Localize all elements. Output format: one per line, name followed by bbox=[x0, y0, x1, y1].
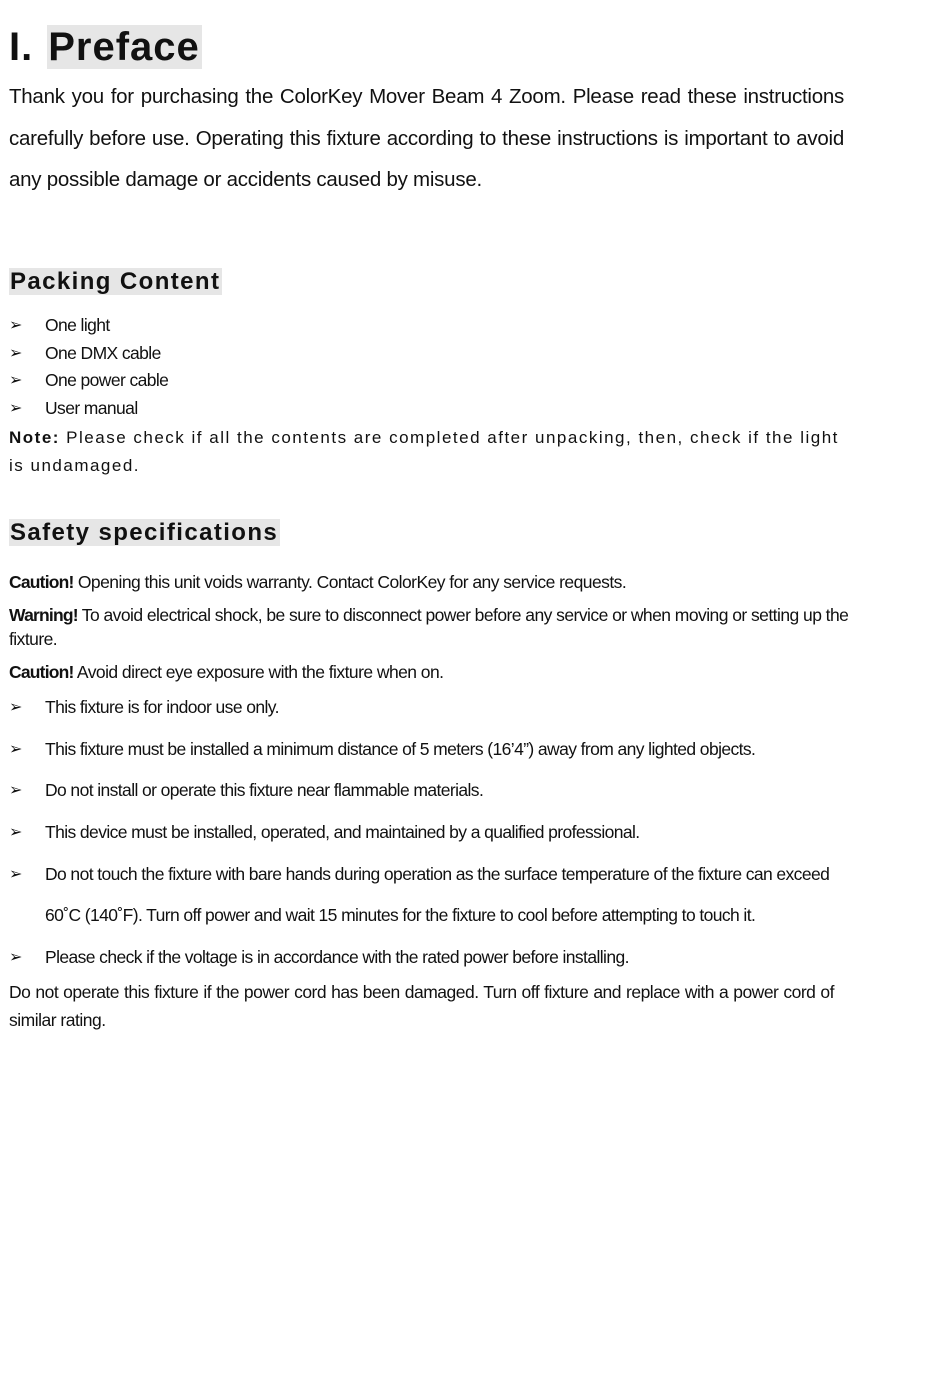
arrow-bullet-icon: ➢ bbox=[9, 342, 22, 362]
list-item bbox=[9, 820, 829, 844]
caution-label: Caution! bbox=[9, 572, 74, 592]
list-item-label: One power cable bbox=[45, 370, 169, 391]
warning-electrical-shock bbox=[9, 603, 849, 651]
list-item-text: Do not install or operate this fixture near flammable materials. bbox=[45, 780, 484, 801]
intro-line-1: Thank you for purchasing the ColorKey Mover Beam 4 Zoom. Please read these instructions bbox=[9, 85, 844, 108]
preface-intro bbox=[9, 76, 844, 201]
list-item-label: One DMX cable bbox=[45, 342, 161, 363]
list-item bbox=[9, 862, 829, 928]
list-item bbox=[9, 945, 829, 969]
safety-list bbox=[9, 695, 829, 969]
list-item bbox=[9, 314, 168, 342]
list-item-text: Please check if the voltage is in accordance with the rated power before installing. bbox=[45, 946, 629, 967]
section-number: I. bbox=[9, 25, 34, 69]
caution-label: Caution! bbox=[9, 662, 74, 682]
caution-warranty bbox=[9, 570, 849, 594]
arrow-bullet-icon: ➢ bbox=[9, 315, 22, 334]
list-item-text: This fixture must be installed a minimum distance of 5 meters (16’4”) away from any lighted objects. bbox=[45, 738, 756, 759]
list-item bbox=[9, 737, 829, 761]
note-text: Please check if all the contents are completed after unpacking, then, check if the light is undamaged. bbox=[9, 428, 839, 475]
arrow-bullet-icon: ➢ bbox=[9, 780, 22, 800]
packing-content-title: Packing Content bbox=[10, 268, 221, 295]
arrow-bullet-icon: ➢ bbox=[9, 697, 22, 716]
list-item bbox=[9, 778, 829, 802]
packing-note bbox=[9, 424, 844, 480]
arrow-bullet-icon: ➢ bbox=[9, 946, 22, 966]
preface-heading bbox=[9, 24, 202, 70]
warning-label: Warning! bbox=[9, 605, 78, 625]
arrow-bullet-icon: ➢ bbox=[9, 398, 22, 418]
caution-text: Opening this unit voids warranty. Contact ColorKey for any service requests. bbox=[73, 572, 627, 592]
list-item-text: This fixture is for indoor use only. bbox=[45, 697, 279, 717]
list-item-text: This device must be installed, operated, and maintained by a qualified professional. bbox=[45, 822, 640, 843]
section-title: Preface bbox=[48, 25, 200, 69]
caution-eye-exposure bbox=[9, 660, 849, 684]
list-item bbox=[9, 342, 168, 370]
packing-content-heading bbox=[9, 267, 222, 297]
list-item bbox=[9, 369, 168, 397]
list-item bbox=[9, 695, 829, 719]
list-item-label: One light bbox=[45, 315, 110, 335]
note-label: Note: bbox=[9, 428, 60, 447]
intro-line-2: carefully before use. Operating this fixture according to these instructions is important to avoid bbox=[9, 126, 844, 150]
intro-line-3: any possible damage or accidents caused by misuse. bbox=[9, 168, 482, 191]
safety-specifications-title: Safety specifications bbox=[10, 519, 279, 546]
warning-text: To avoid electrical shock, be sure to disconnect power before any service or when moving or setting up the fixture. bbox=[9, 605, 849, 649]
power-cord-notice: Do not operate this fixture if the power cord has been damaged. Turn off fixture and replace with a power cord of similar rating. bbox=[9, 982, 834, 1030]
list-item-text: Do not touch the fixture with bare hands during operation as the surface temperature of the fixture can exceed bbox=[45, 863, 830, 884]
list-item-label: User manual bbox=[45, 398, 138, 419]
arrow-bullet-icon: ➢ bbox=[9, 822, 22, 842]
list-item bbox=[9, 397, 168, 425]
packing-list bbox=[9, 314, 168, 425]
list-item-continuation: 60˚C (140˚F). Turn off power and wait 15 minutes for the fixture to cool before attempting to touch it. bbox=[45, 905, 756, 926]
arrow-bullet-icon: ➢ bbox=[9, 370, 22, 390]
safety-specifications-heading bbox=[9, 518, 280, 548]
arrow-bullet-icon: ➢ bbox=[9, 738, 22, 758]
caution-text: Avoid direct eye exposure with the fixture when on. bbox=[73, 662, 444, 682]
arrow-bullet-icon: ➢ bbox=[9, 863, 22, 883]
